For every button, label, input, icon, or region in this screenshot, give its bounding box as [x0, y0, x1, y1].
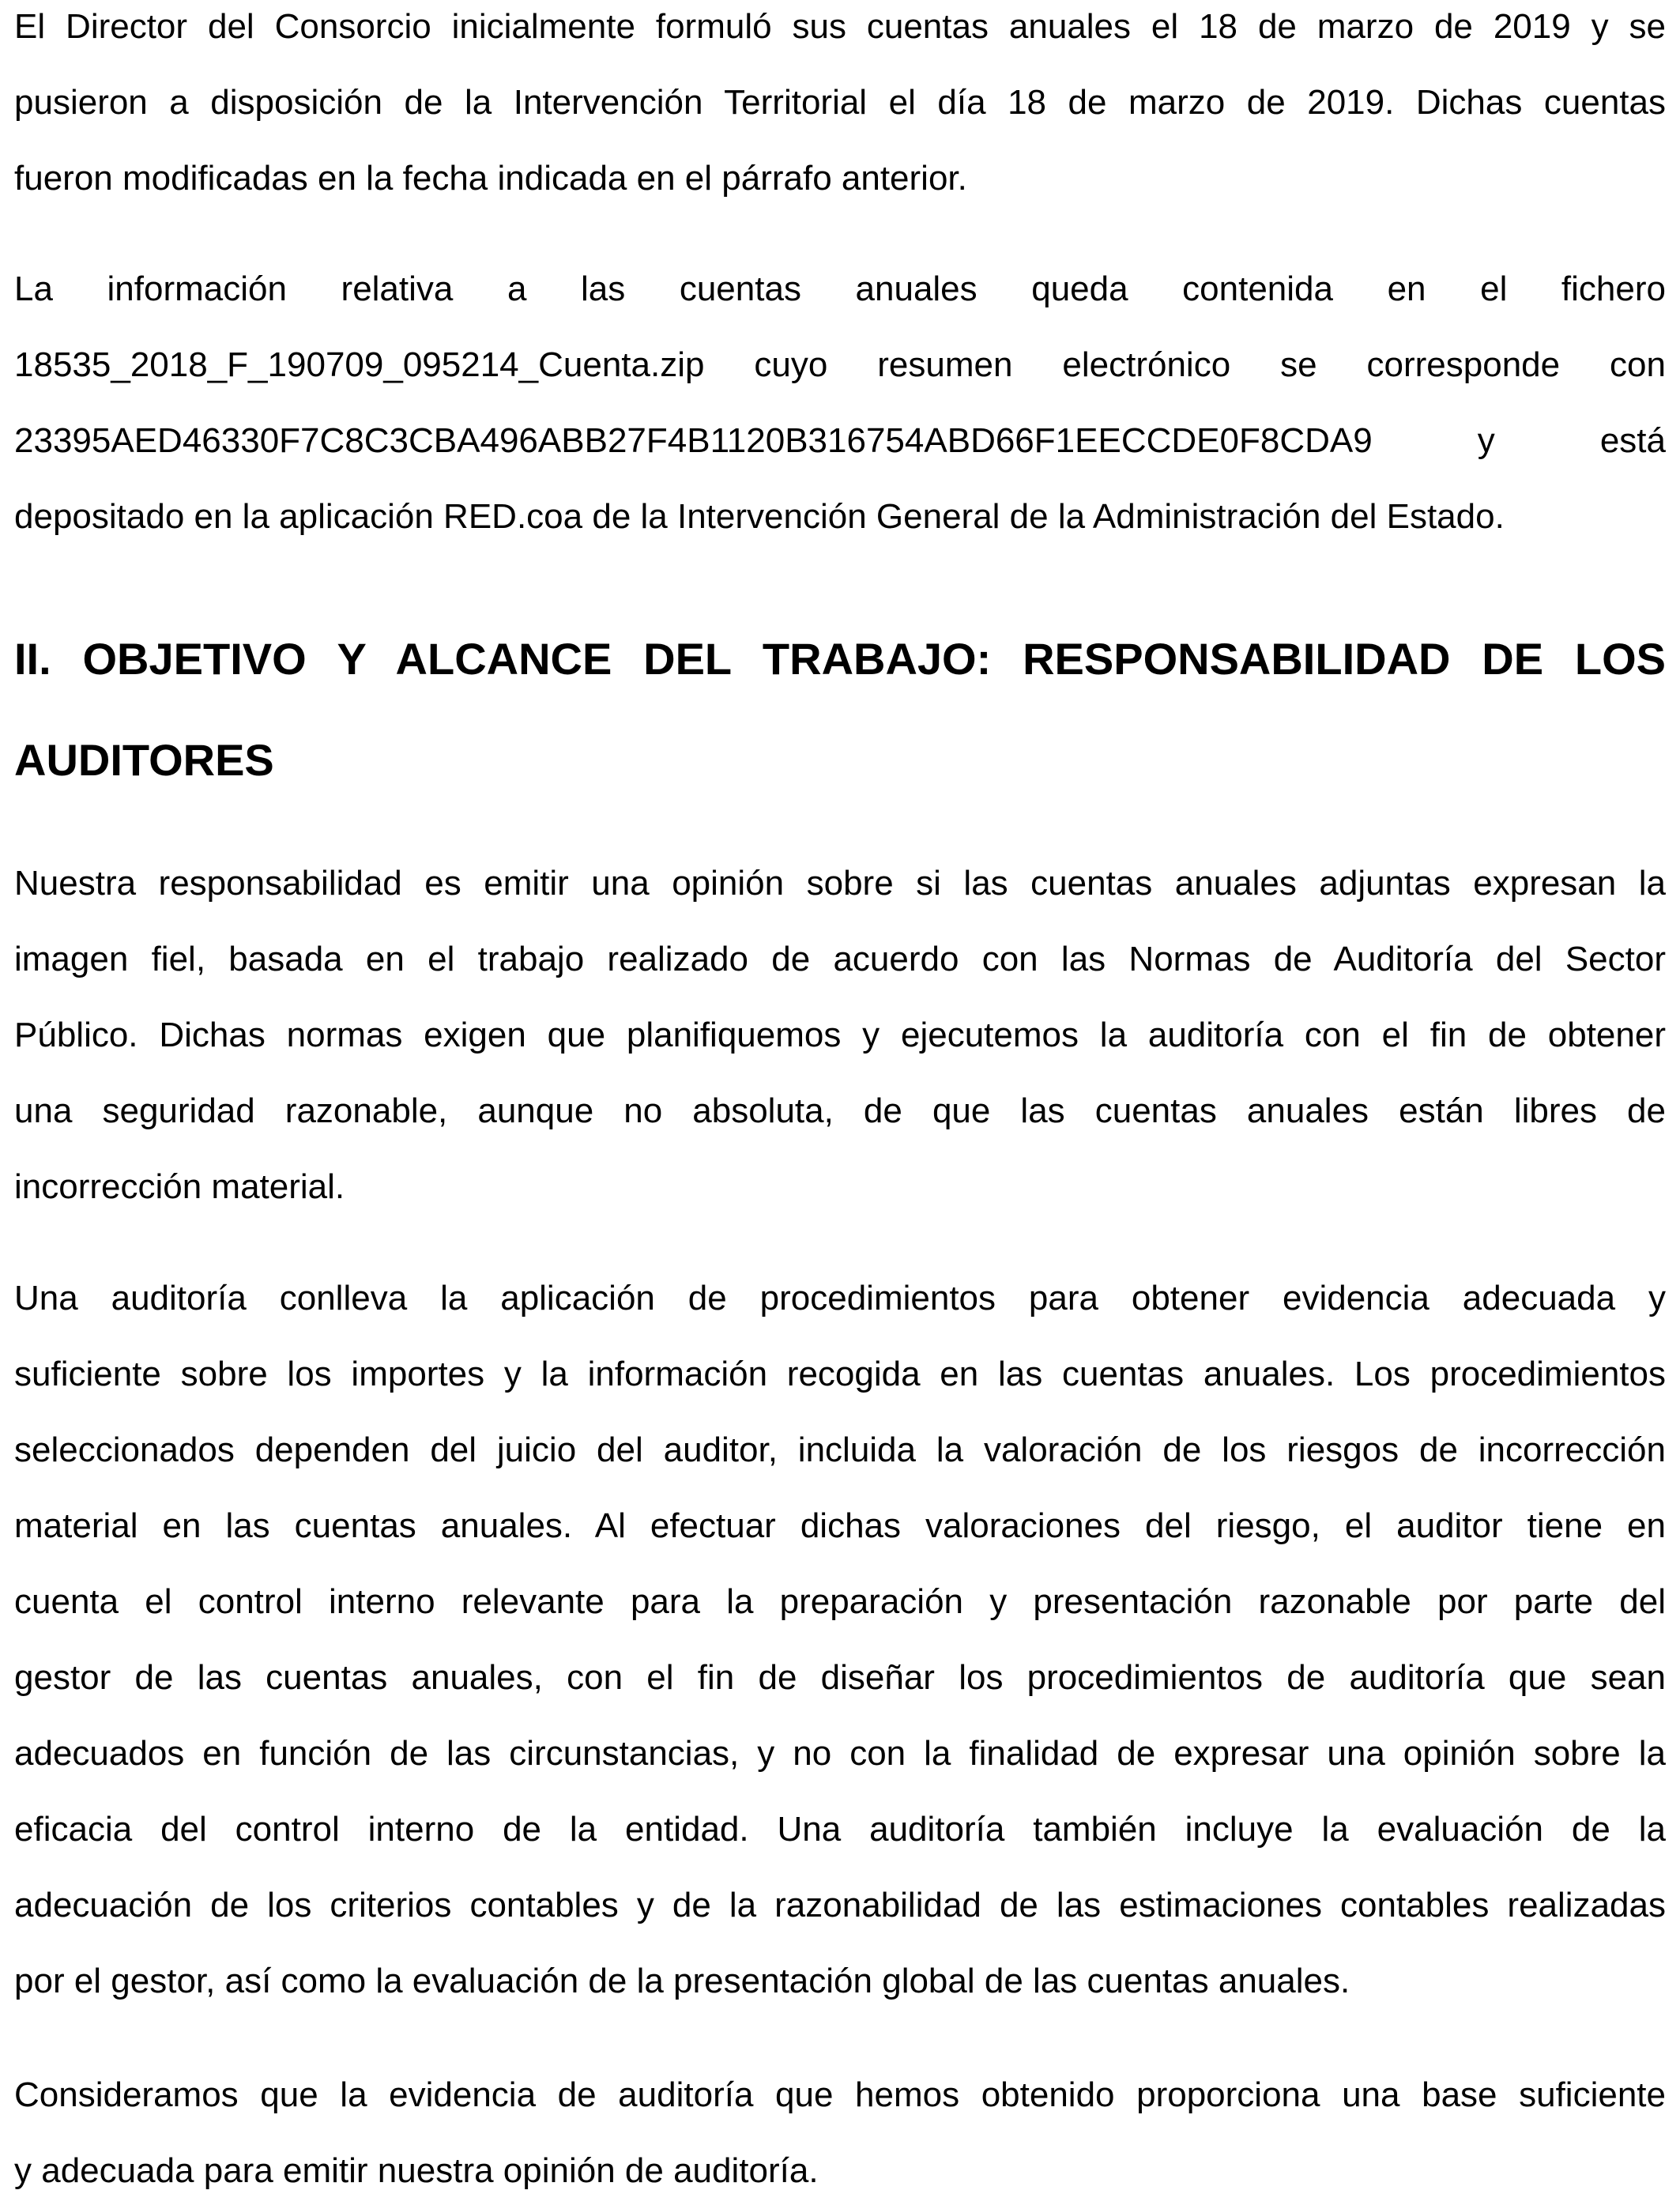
- text-line: cuenta el control interno relevante para la preparación y presentación razonable por parte del: [14, 1582, 1666, 1621]
- text-line: El Director del Consorcio inicialmente formuló sus cuentas anuales el 18 de marzo de 2019 y se: [14, 7, 1666, 46]
- paragraph-responsibility: [14, 846, 1666, 1225]
- text-line: Una auditoría conlleva la aplicación de procedimientos para obtener evidencia adecuada y: [14, 1279, 1666, 1317]
- text-line: eficacia del control interno de la entidad. Una auditoría también incluye la evaluación de la: [14, 1810, 1666, 1849]
- text-line: fueron modificadas en la fecha indicada en el párrafo anterior.: [14, 159, 967, 198]
- heading-line: AUDITORES: [14, 735, 274, 785]
- text-line: y adecuada para emitir nuestra opinión de auditoría.: [14, 2151, 819, 2190]
- text-line: suficiente sobre los importes y la información recogida en las cuentas anuales. Los procedimientos: [14, 1355, 1666, 1393]
- paragraph-formulation: [14, 0, 1666, 217]
- text-line: una seguridad razonable, aunque no absoluta, de que las cuentas anuales están libres de: [14, 1091, 1666, 1130]
- text-line: adecuados en función de las circunstancias, y no con la finalidad de expresar una opinión sobre la: [14, 1734, 1666, 1773]
- section-heading: [14, 609, 1666, 811]
- text-line: La información relativa a las cuentas anuales queda contenida en el fichero: [14, 270, 1666, 308]
- text-line: pusieron a disposición de la Intervención Territorial el día 18 de marzo de 2019. Dichas cuentas: [14, 83, 1666, 122]
- text-line: Nuestra responsabilidad es emitir una opinión sobre si las cuentas anuales adjuntas expresan la: [14, 864, 1666, 903]
- text-line: por el gestor, así como la evaluación de la presentación global de las cuentas anuales.: [14, 1962, 1350, 2000]
- text-line: 18535_2018_F_190709_095214_Cuenta.zip cuyo resumen electrónico se corresponde con: [14, 345, 1666, 384]
- text-line: Consideramos que la evidencia de auditoría que hemos obtenido proporciona una base suficiente: [14, 2075, 1666, 2114]
- text-line: seleccionados dependen del juicio del auditor, incluida la valoración de los riesgos de incorrección: [14, 1431, 1666, 1469]
- text-line: imagen fiel, basada en el trabajo realizado de acuerdo con las Normas de Auditoría del Sector: [14, 940, 1666, 978]
- text-line: incorrección material.: [14, 1167, 345, 1206]
- paragraph-audit-procedures: [14, 1261, 1666, 2019]
- text-line: depositado en la aplicación RED.coa de la Intervención General de la Administración del Estado.: [14, 497, 1505, 536]
- text-line: material en las cuentas anuales. Al efectuar dichas valoraciones del riesgo, el auditor tiene en: [14, 1506, 1666, 1545]
- heading-line: II. OBJETIVO Y ALCANCE DEL TRABAJO: RESPONSABILIDAD DE LOS: [14, 634, 1666, 684]
- text-line: Público. Dichas normas exigen que planifiquemos y ejecutemos la auditoría con el fin de obtener: [14, 1016, 1666, 1054]
- paragraph-file-info: [14, 251, 1666, 555]
- paragraph-conclusion: [14, 2057, 1666, 2209]
- text-line: adecuación de los criterios contables y de la razonabilidad de las estimaciones contables realizadas: [14, 1886, 1666, 1924]
- text-line: 23395AED46330F7C8C3CBA496ABB27F4B1120B316754ABD66F1EECCDE0F8CDA9 y está: [14, 421, 1666, 460]
- text-line: gestor de las cuentas anuales, con el fin de diseñar los procedimientos de auditoría que sean: [14, 1658, 1666, 1697]
